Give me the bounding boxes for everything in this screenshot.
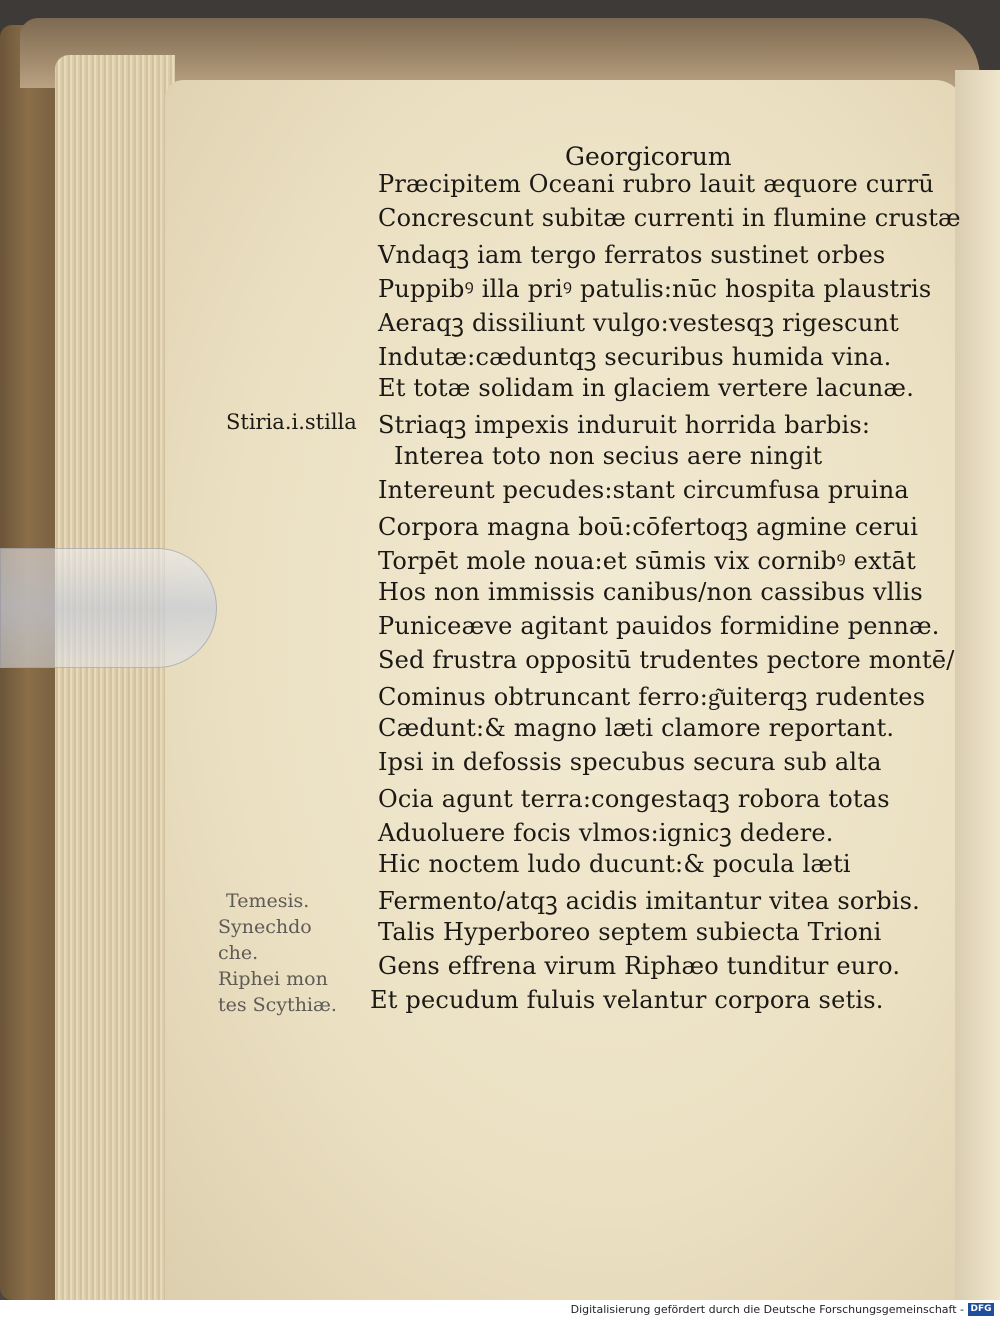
text-line: Intereunt pecudes:stant circumfusa pruina xyxy=(378,476,909,504)
text-line: Hos non immissis canibus/non cassibus vllis xyxy=(378,578,923,606)
text-line: Concrescunt subitæ currenti in flumine crustæ xyxy=(378,204,961,232)
text-line: Aeraqꝫ dissiliunt vulgo:vestesqꝫ rigescunt xyxy=(378,309,899,337)
footer-bar xyxy=(0,1300,1000,1320)
text-line: Striaqꝫ impexis induruit horrida barbis: xyxy=(378,411,871,439)
margin-note-riphei: Riphei mon xyxy=(218,968,328,990)
dfg-logo: DFG xyxy=(968,1303,994,1316)
footer-credit: Digitalisierung gefördert durch die Deutsche Forschungsgemeinschaft - xyxy=(570,1303,964,1316)
margin-note-synechdo: Synechdo xyxy=(218,916,312,938)
text-line: Et pecudum fuluis velantur corpora setis. xyxy=(370,986,884,1014)
text-line: Sed frustra oppositū trudentes pectore montē/ xyxy=(378,646,955,674)
text-line: Præcipitem Oceani rubro lauit æquore currū xyxy=(378,170,935,198)
text-line: Vndaqꝫ iam tergo ferratos sustinet orbes xyxy=(378,241,886,269)
text-line: Cominus obtruncant ferro:g͂uiterqꝫ rudentes xyxy=(378,683,926,711)
margin-note-che: che. xyxy=(218,942,259,964)
text-line: Torpēt mole noua:et sūmis vix cornibꝰ extāt xyxy=(378,547,916,575)
page-edges xyxy=(55,55,175,1300)
text-line: Gens effrena virum Riphæo tunditur euro. xyxy=(378,952,901,980)
text-line: Puppibꝰ illa priꝰ patulis:nūc hospita plaustris xyxy=(378,275,932,303)
text-line: Interea toto non secius aere ningit xyxy=(394,442,823,470)
text-line: Aduoluere focis vlmos:ignicꝫ dedere. xyxy=(378,819,834,847)
margin-note-temesis: Temesis. xyxy=(226,890,310,912)
text-line: Corpora magna boū:cōfertoqꝫ agmine cerui xyxy=(378,513,919,541)
text-line: Puniceæve agitant pauidos formidine pennæ. xyxy=(378,612,940,640)
text-line: Fermento/atqꝫ acidis imitantur vitea sorbis. xyxy=(378,887,920,915)
text-line: Indutæ:cæduntqꝫ securibus humida vina. xyxy=(378,343,892,371)
margin-note-stiria: Stiria.i.stilla xyxy=(226,410,357,434)
text-line: Ocia agunt terra:congestaqꝫ robora totas xyxy=(378,785,890,813)
facing-page-edge xyxy=(955,70,1000,1300)
text-line: Cædunt:& magno læti clamore reportant. xyxy=(378,714,895,742)
text-line: Talis Hyperboreo septem subiecta Trioni xyxy=(378,918,882,946)
text-line: Et totæ solidam in glaciem vertere lacunæ. xyxy=(378,374,915,402)
page-holder-clip xyxy=(0,548,217,668)
page-heading: Georgicorum xyxy=(565,142,732,171)
margin-note-scythiae: tes Scythiæ. xyxy=(218,994,337,1016)
text-line: Hic noctem ludo ducunt:& pocula læti xyxy=(378,850,851,878)
text-line: Ipsi in defossis specubus secura sub alta xyxy=(378,748,882,776)
